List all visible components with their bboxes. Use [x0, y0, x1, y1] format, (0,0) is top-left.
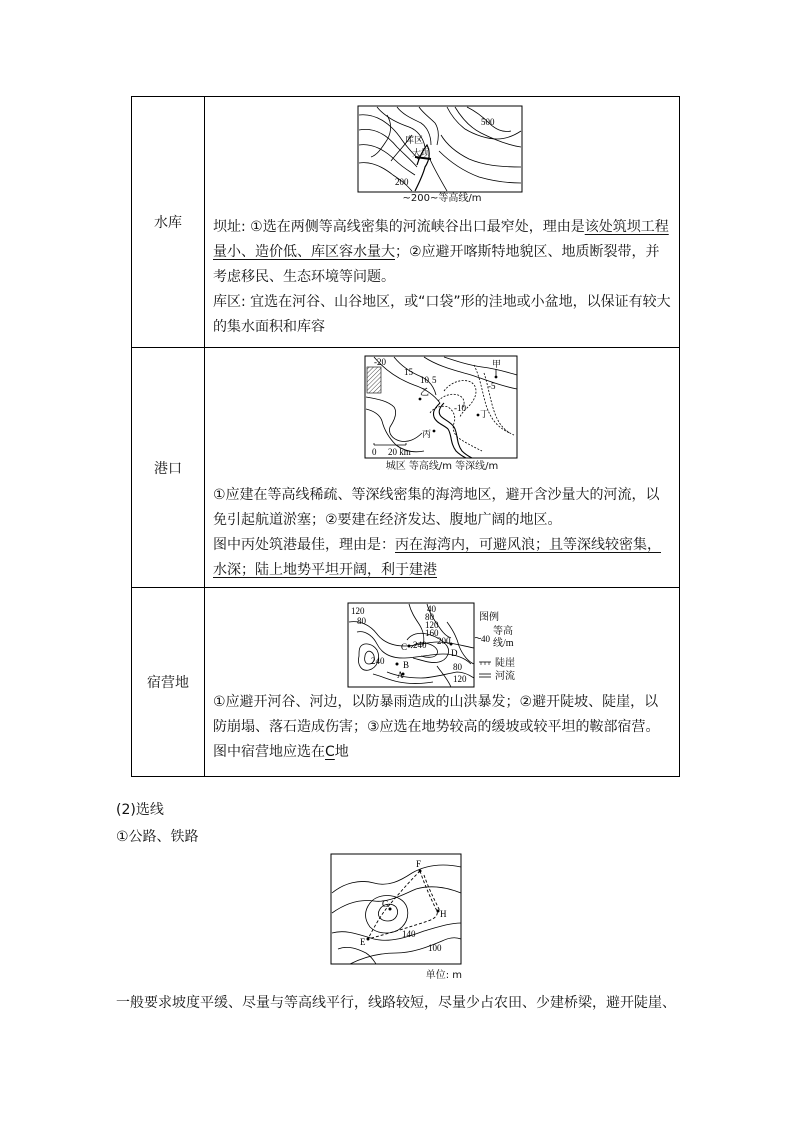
reservoir-contour-map: [357, 105, 527, 193]
campsite-label-80c: 80: [453, 662, 462, 672]
row-content-campsite: [205, 588, 680, 777]
campsite-point-c: C: [401, 642, 408, 652]
port-label-15: 15: [404, 366, 413, 377]
campsite-label-80b: 80: [425, 612, 434, 622]
row-content-reservoir: [205, 97, 680, 348]
port-contour-map: [364, 355, 520, 459]
port-scale-zero: 0: [372, 446, 377, 457]
campsite-principle-text: ①应避开河谷、河边，以防暴雨造成的山洪暴发；②避开陡坡、陡崖，以防崩塌、落石造成伤害；③应选在地势较高的缓坡或较平坦的鞍部宿营。: [213, 694, 660, 735]
campsite-legend-cliff: 陡崖: [495, 658, 515, 669]
campsite-answer-pre: 图中宿营地应选在: [213, 744, 325, 760]
route-point-e: E: [360, 937, 366, 947]
campsite-legend-contour-b: 线/m: [493, 638, 514, 649]
campsite-answer-point: C: [325, 744, 335, 760]
campsite-point-a: A: [397, 670, 404, 680]
port-label-neg20: -20: [374, 356, 386, 367]
campsite-contour-map: [347, 602, 537, 688]
port-label-ding: 丁: [480, 408, 490, 419]
campsite-legend-river: 河流: [495, 671, 515, 682]
row-content-port: [205, 348, 680, 588]
port-figure: [213, 355, 671, 473]
campsite-label-120c: 120: [453, 674, 467, 684]
reservoir-area-text: 库区: 宜选在河谷、山谷地区，或“口袋”形的洼地或小盆地，以保证有较大的集水面积和库容: [213, 293, 671, 335]
port-answer-reason: 丙在海湾内，可避风浪；且等深线较密集，水深；陆上地势平坦开阔，利于建港: [213, 536, 661, 578]
campsite-label-200: 200: [437, 636, 451, 646]
route-label-140: 140: [402, 929, 416, 939]
port-scale-km: 20 km: [388, 446, 411, 457]
port-label-neg10: -10: [454, 402, 466, 413]
row-label-port: 港口: [132, 348, 205, 588]
table-row-campsite: [132, 588, 680, 777]
port-figure-caption: 城区 等高线/m 等深线/m: [385, 460, 499, 472]
campsite-legend-contour-num: 40: [481, 634, 490, 644]
row-label-campsite: 宿营地: [132, 588, 205, 777]
reservoir-dam-site-reason: 该处筑坝工程量小、造价低、库区容水量大: [213, 218, 669, 260]
campsite-label-160: 160: [425, 628, 439, 638]
section-subtitle-road-rail: ①公路、铁路: [116, 829, 199, 845]
port-label-10: 10: [420, 374, 429, 385]
site-selection-table: [131, 96, 680, 777]
reservoir-dam-site-text: [213, 215, 671, 290]
reservoir-label-dam: 大坝: [412, 147, 431, 158]
port-principle-text: ①应建在等高线稀疏、等深线密集的海湾地区，避开含沙量大的河流，以免引起航道淤塞；②要建在经济发达、腹地广阔的地区。: [213, 486, 660, 528]
section-title-route: (2)选线: [116, 802, 164, 818]
route-contour-map: [330, 853, 462, 978]
reservoir-label-200: 200: [395, 176, 409, 187]
reservoir-dam-site-pre: 坝址: ①选在两侧等高线密集的河流峡谷出口最窄处，理由是: [213, 218, 585, 235]
port-label-bing: 丙: [422, 428, 432, 439]
port-label-neg5: -5: [488, 380, 496, 391]
reservoir-figure: [213, 105, 671, 205]
campsite-point-b: B: [403, 660, 410, 670]
reservoir-figure-caption: ~200~等高线/m: [402, 192, 482, 204]
campsite-figure: [213, 602, 671, 688]
campsite-label-40: 40: [427, 604, 436, 614]
campsite-legend-contour-a: 等高: [493, 626, 513, 637]
port-label-yi: 乙: [420, 386, 430, 397]
port-label-5: 5: [432, 374, 437, 385]
port-label-jia: 甲: [492, 358, 502, 369]
port-answer-text: [213, 533, 671, 583]
campsite-label-120b: 120: [425, 620, 439, 630]
route-figure-caption: 单位: m: [425, 970, 462, 981]
reservoir-label-reservoir-area: 库区: [405, 134, 424, 145]
table-row-port: [132, 348, 680, 588]
port-answer-pre: 图中丙处筑港最佳，理由是：: [213, 536, 395, 553]
campsite-point-d: D: [451, 648, 458, 658]
route-point-g: G: [382, 899, 389, 909]
table-row-reservoir: [132, 97, 680, 348]
campsite-label-240b: 240: [371, 656, 385, 666]
campsite-label-120a: 120: [351, 606, 365, 616]
campsite-answer-text: [213, 740, 671, 765]
row-label-reservoir: 水库: [132, 97, 205, 348]
route-figure: [330, 853, 462, 981]
reservoir-dam-site-post: ；②应避开喀斯特地貌区、地质断裂带，并考虑移民、生态环境等问题。: [213, 243, 660, 285]
campsite-legend-title: 图例: [479, 612, 499, 623]
campsite-label-240a: 240: [413, 640, 427, 650]
campsite-answer-post: 地: [334, 744, 349, 760]
route-body-text: 一般要求坡度平缓、尽量与等高线平行，线路较短，尽量少占农田、少建桥梁，避开陡崖、: [116, 995, 676, 1011]
campsite-label-80a: 80: [357, 616, 366, 626]
reservoir-label-500: 500: [481, 116, 495, 127]
route-point-f: F: [416, 859, 422, 869]
route-label-100: 100: [428, 943, 442, 953]
route-point-h: H: [440, 909, 447, 919]
